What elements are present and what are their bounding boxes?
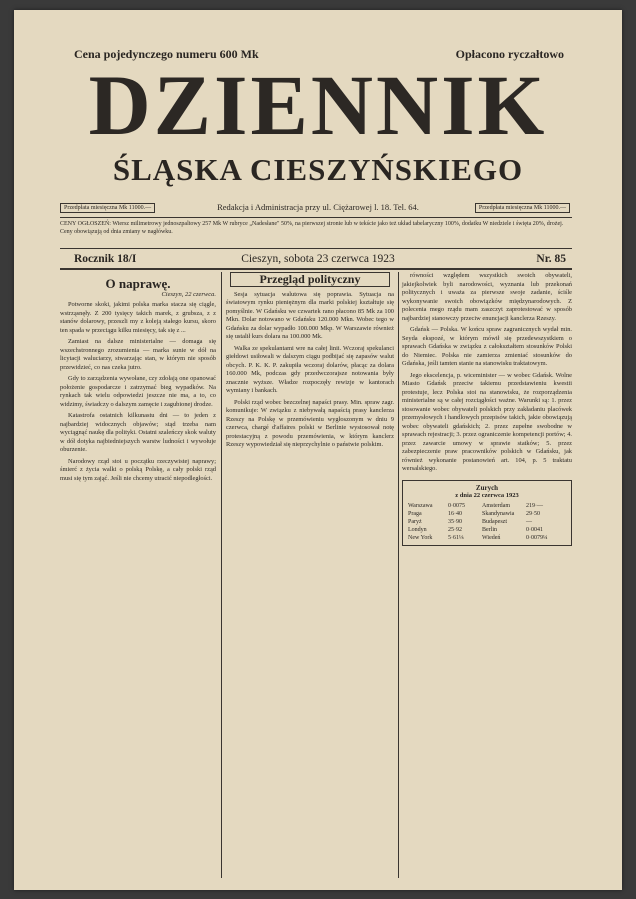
rate-city: Amsterdam <box>482 502 510 509</box>
rule <box>60 217 572 218</box>
article-title: O naprawę. <box>105 276 171 291</box>
rate-city: Budapeszt <box>482 518 507 525</box>
rate-city: Paryż <box>408 518 422 525</box>
paragraph: Polski rząd wobec bezczelnej napaści prasy. Min. spraw zagr. komunikuje: W związku z niebywałą napaścią prasy kanclerza Rzeszy na Polskę w przemówieniu wygłoszonym w dniu 9 czerwca, chargé d'affaires polski w Berlinie wystosował notę protestacyjną z powodu przemówienia, w którym kanclerz Rzeszy wypowiedział się nieprzychylnie o państwie polskim. <box>226 398 394 448</box>
column-1 <box>60 272 216 486</box>
rate-value: — <box>526 518 532 525</box>
rate-value: 0·0079¼ <box>526 534 548 541</box>
exchange-rates-box <box>402 480 572 546</box>
paragraph: Gdy to zarządzenia wywołane, czy zdołają one opanować położenie gospodarcze i zatrzymać bieg wypadków. Na rynkach tak wielu odpowiedzi jeszcze nie ma, a to, co widzimy, świadczy o dalszym zamęcie i zagubionej drodze. <box>60 375 216 408</box>
paragraph: Zamiast na dalsze ministerialne — domaga się wszechstronnego zrozumienia — marka sunie w dół na licytacji waluciarzy, stwarzając stan, w którym nie sposób przewidzieć, co nas czeka jutro. <box>60 338 216 371</box>
paragraph: Katastrofa ostatnich kilkunastu dni — to jeden z najbardziej widocznych objawów; stąd trzeba nam wyciągnąć naukę dla polityki. Ostatni szaleńczy skok waluty w dół dotyka najbiedniejszych warstw ludności i wywołuje oburzenie. <box>60 412 216 453</box>
rate-city: New York <box>408 534 433 541</box>
rate-value: 35·90 <box>448 518 462 525</box>
rate-value: 25·92 <box>448 526 462 533</box>
editorial-address: Redakcja i Administracja przy ul. Ciężarowej l. 18. Tel. 64. <box>217 202 419 212</box>
paragraph: Sesja sytuacja walutowa się poprawia. Sytuacja na światowym rynku pieniężnym dla marki polskiej kształtuje się pomyślnie. W Gdańsku we czwartek rano płacono 85 Mk za 100 Mkn. Dolar notowano w Gdańsku 120.000 Mkn. Wobec tego w Gdańsku za dolar wypadło 100.000 Mkp. W Warszawie również się ustalił kurs dolara na 100.000 Mk. <box>226 290 394 340</box>
exchange-date: z dnia 22 czerwca 1923 <box>455 491 519 499</box>
section-title: Przegląd polityczny <box>230 272 390 287</box>
exchange-title: Zurych <box>475 483 499 492</box>
rate-city: Wiedeń <box>482 534 501 541</box>
column-3 <box>402 272 572 546</box>
column-2 <box>226 272 394 453</box>
rate-value: 29·50 <box>526 510 540 517</box>
rule <box>60 268 572 270</box>
masthead-subtitle: ŚLĄSKA CIESZYŃSKIEGO <box>112 152 524 187</box>
column-divider <box>398 272 399 878</box>
paragraph: Potworne skoki, jakimi polska marka stacza się ciągle, wstrząsnęły. Z 200 tysięcy takich marek, z grubsza, z z stanów dolarowy, przeszli my z koleją stałego kursu, skoro ten spada w przeciągu kilku miesięcy, tak się z ... <box>60 301 216 334</box>
subscription-box-right: Przedpłata miesięczna Mk 11000.— <box>475 203 570 213</box>
issue-number: Nr. 85 <box>536 253 566 265</box>
paragraph: Gdańsk — Polska. W końcu spraw zagranicznych wydał min. Seyda ekspozé, w którym mówił się przedewszystkiem o sprawach Gdańska w związku z całokształtem stosunków Polski do Niemiec. Polska nie zamierza zmieniać stosunków do Gdańska, jeśli tamten stanie na stanowisku traktatowym. <box>402 326 572 367</box>
column-divider <box>221 272 222 878</box>
paragraph: Jego ekscelencja, p. wiceminister — w wobec Gdańsk. Wolne Miasto Gdańsk przeciw takiemu przedstawieniu kwestii protestuje, lecz Polska stoi na stanowisku, że rozporządzenia ministerialne są w całej rozciągłości ważne. Warunki są: 1. przez stosowanie wobec obywateli polskich przy zakładaniu placówek przemysłowych i handlowych przepisów takich, jakie obowiązują wobec obywateli gdańskich; 2. przez zupełne swobodne w sprawach rejestracji; 3. przez ograniczenie kompetencji portów; 4. przez zawarcie umowy w sprawie statków; 5. przez zabezpieczenie praw pracowników polskich w Gdańsku, jak również wykonanie postanowień art. 104, p. 5 traktatu wersalskiego. <box>402 371 572 472</box>
rate-value: 16·40 <box>448 510 462 517</box>
masthead: DZIENNIK <box>88 57 548 153</box>
rate-city: Berlin <box>482 526 497 533</box>
paragraph: Narodowy rząd stoi u początku rzeczywistej naprawy; śmierć z życia walki o polską Polskę, a cały polski rząd musi się tym zająć. Jeśli nie chcemy utracić niepodległości. <box>60 457 216 482</box>
paragraph: Walka ze spekulantami wre na całej linii. Wczoraj spekulanci giełdowi usiłowali w dalszym ciągu podbijać się zapasów walut obcych. P. K. K. P. zakupiła wczoraj dolarów, płacąc za dolara 160.000 Mk, podczas gdy przedwczorajsze notowania były znacznie wyższe. Władze rozpoczęły rewizje w kantorach wymiany i bankach. <box>226 344 394 394</box>
rate-value: 5·61⅛ <box>448 534 464 541</box>
subscription-box-left: Przedpłata miesięczna Mk 11000.— <box>60 203 155 213</box>
rule <box>60 248 572 249</box>
rate-value: 219·— <box>526 502 543 509</box>
rate-value: 0·0041 <box>526 526 543 533</box>
exchange-table <box>408 502 566 542</box>
rate-city: Skandynawia <box>482 510 515 517</box>
rate-city: Warszawa <box>408 502 433 509</box>
rate-city: Londyn <box>408 526 427 533</box>
paragraph: równości względem wszystkich swoich obywateli, jakiejkolwiek byli narodowości, wyznania lub przekonań politycznych i uważa za pierwsze swoje zadanie, ściśle wykonywanie swoich obowiązków międzynarodowych. Z polecenia mego rządu mam zaszczyt zaprotestować w sposób najbardziej stanowczy przeciw enuncjacji kanclerza Rzeszy. <box>402 272 572 322</box>
paid-line: Opłacono ryczałtowo <box>455 47 564 61</box>
rate-value: 0·0075 <box>448 502 465 509</box>
article-dateline: Cieszyn, 22 czerwca. <box>161 290 216 298</box>
rate-city: Praga <box>408 510 422 517</box>
ad-prices: CENY OGŁOSZEŃ: Wiersz milimetrowy jednoszpaltowy 257 Mk W rubryce „Nadesłane" 50%, na pierwszej stronie lub w tekście jako też układ tabelaryczny 100%, dodatku W niedziele i święta 20%, drożej. Ceny obowiązują od dnia zmiany w nagłówku. <box>60 221 564 235</box>
volume-label: Rocznik 18/I <box>74 253 137 265</box>
price-line: Cena pojedynczego numeru 600 Mk <box>74 47 259 61</box>
issue-date: Cieszyn, sobota 23 czerwca 1923 <box>241 253 395 265</box>
newspaper-page <box>14 10 622 890</box>
